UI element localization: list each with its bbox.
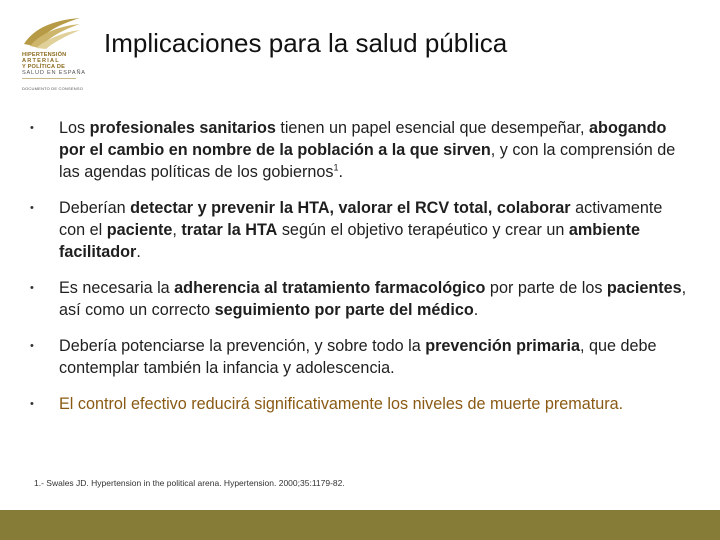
- bullet-text: [59, 119, 675, 181]
- bullet-segment: , y con la comprensión de las agendas políticas de los gobiernos: [59, 141, 676, 181]
- bullet-emphasis: paciente: [106, 221, 173, 239]
- bullet-emphasis: pacientes: [606, 279, 682, 297]
- bullet-segment: tienen un papel esencial que desempeñar,: [275, 119, 590, 137]
- bullet-text: [59, 395, 623, 413]
- bullet-emphasis: ambiente facilitador: [59, 221, 640, 261]
- bullet-segment: .: [338, 163, 343, 181]
- bullet-text: [59, 337, 657, 377]
- bullet-segment: .: [136, 243, 141, 261]
- logo-line-3: Y POLÍTICA DE: [22, 64, 66, 70]
- bullet-segment: Deberían: [59, 199, 131, 217]
- bullet-emphasis: prevención primaria: [425, 337, 580, 355]
- logo-rule: [22, 78, 76, 79]
- logo-line-1: HIPERTENSIÓN: [22, 52, 67, 58]
- bullet-segment: según el objetivo terapéutico y crear un: [277, 221, 569, 239]
- bottom-accent-bar: [0, 510, 720, 540]
- bullet-segment: Los: [59, 119, 90, 137]
- bullet-list: [30, 117, 690, 429]
- bullet-segment: Es necesaria la: [59, 279, 175, 297]
- bullet-icon: •: [30, 202, 34, 214]
- bullet-text: [59, 279, 686, 319]
- bullet-emphasis: seguimiento por parte del médico: [214, 301, 474, 319]
- bullet-emphasis: adherencia al tratamiento farmacológico: [174, 279, 486, 297]
- logo-line-2: ARTERIAL: [22, 58, 60, 64]
- bullet-item: [30, 335, 690, 379]
- logo: [18, 14, 88, 96]
- logo-line-5: DOCUMENTO DE CONSENSO: [22, 86, 84, 91]
- logo-line-4: SALUD EN ESPAÑA: [22, 70, 86, 76]
- bullet-item: [30, 277, 690, 321]
- bullet-icon: •: [30, 122, 34, 134]
- bullet-icon: •: [30, 282, 34, 294]
- bullet-item: [30, 117, 690, 183]
- bullet-segment: .: [473, 301, 479, 319]
- bullet-emphasis: detectar y prevenir la HTA, valorar el RCV total, colaborar: [130, 199, 571, 217]
- bullet-icon: •: [30, 340, 34, 352]
- bullet-segment: El control efectivo reducirá significativamente los niveles de muerte prematura.: [59, 395, 624, 413]
- bullet-segment: , así como un correcto: [59, 279, 687, 319]
- footnote: 1.- Swales JD. Hypertension in the political arena. Hypertension. 2000;35:1179-82.: [34, 478, 345, 488]
- bullet-segment: por parte de los: [485, 279, 607, 297]
- bullet-segment: Debería potenciarse la prevención, y sobre todo la: [59, 337, 426, 355]
- bullet-segment: 1: [333, 162, 339, 173]
- bullet-segment: activamente con el: [59, 199, 663, 239]
- bullet-emphasis: tratar la HTA: [181, 221, 278, 239]
- bullet-segment: ,: [172, 221, 182, 239]
- bullet-emphasis: abogando por el cambio en nombre de la población a la que sirven: [59, 119, 667, 159]
- bullet-text: [59, 199, 662, 261]
- bullet-item: [30, 393, 690, 415]
- page-title: Implicaciones para la salud pública: [104, 28, 508, 58]
- bullet-item: [30, 197, 690, 263]
- bullet-emphasis: profesionales sanitarios: [89, 119, 276, 137]
- logo-swoosh-icon: [20, 14, 82, 50]
- bullet-segment: , que debe contemplar también la infancia y adolescencia.: [59, 337, 657, 377]
- bullet-icon: •: [30, 398, 34, 410]
